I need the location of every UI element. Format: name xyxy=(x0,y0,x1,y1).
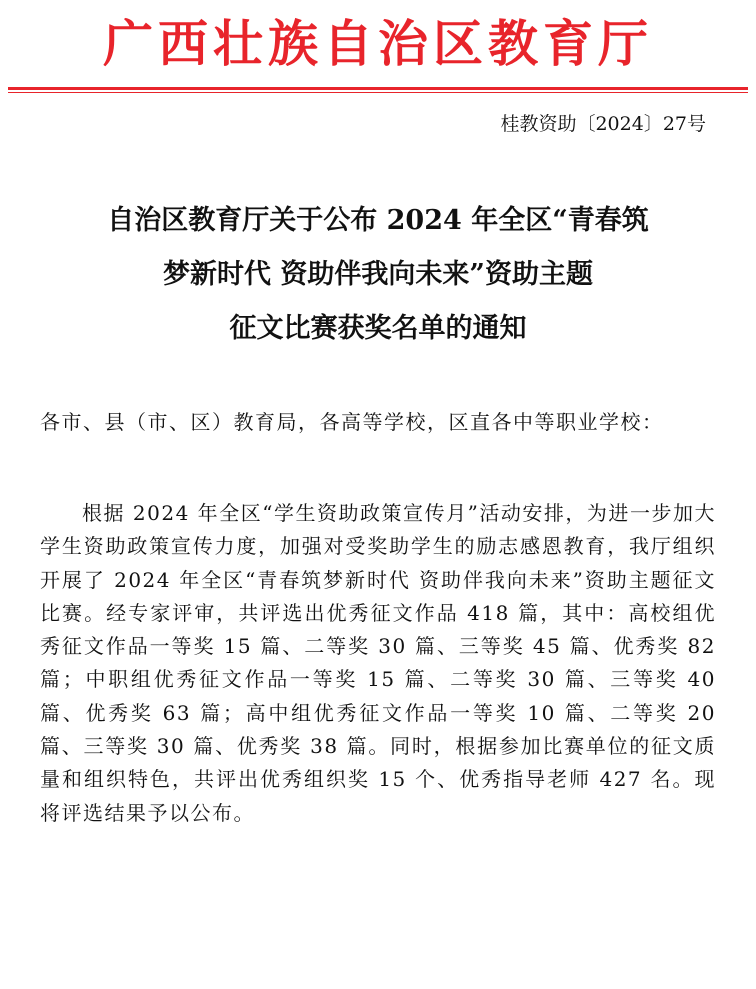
notice-title-line-1: 自治区教育厅关于公布 2024 年全区“青春筑 xyxy=(107,205,649,236)
header-divider-thin xyxy=(8,92,748,93)
body-paragraph: 根据 2024 年全区“学生资助政策宣传月”活动安排，为进一步加大学生资助政策宣传力度，加强对受奖助学生的励志感恩教育，我厅组织开展了 2024 年全区“青春筑梦新时代 资助伴我向未来”资助主题征文比赛。经专家评审，共评选出优秀征文作品 418 篇，其中：高校组优秀征文作品一等奖 15 篇、二等奖 30 篇、三等奖 45 篇、优秀奖 82 篇；中职组优秀征文作品一等奖 15 篇、二等奖 30 篇、三等奖 40 篇、优秀奖 63 篇；高中组优秀征文作品一等奖 10 篇、二等奖 20 篇、三等奖 30 篇、优秀奖 38 篇。同时，根据参加比赛单位的征文质量和组织特色，共评出优秀组织奖 15 个、优秀指导老师 427 名。现将评选结果予以公布。 xyxy=(40,501,716,825)
notice-title-line-3: 征文比赛获奖名单的通知 xyxy=(229,313,527,344)
agency-header-title: 广西壮族自治区教育厅 xyxy=(103,14,653,73)
document-number: 桂教资助〔2024〕27号 xyxy=(500,113,706,135)
header-divider-thick xyxy=(8,87,748,90)
notice-title-line-2: 梦新时代 资助伴我向未来”资助主题 xyxy=(163,259,593,290)
salutation: 各市、县（市、区）教育局，各高等学校，区直各中等职业学校： xyxy=(40,410,664,434)
